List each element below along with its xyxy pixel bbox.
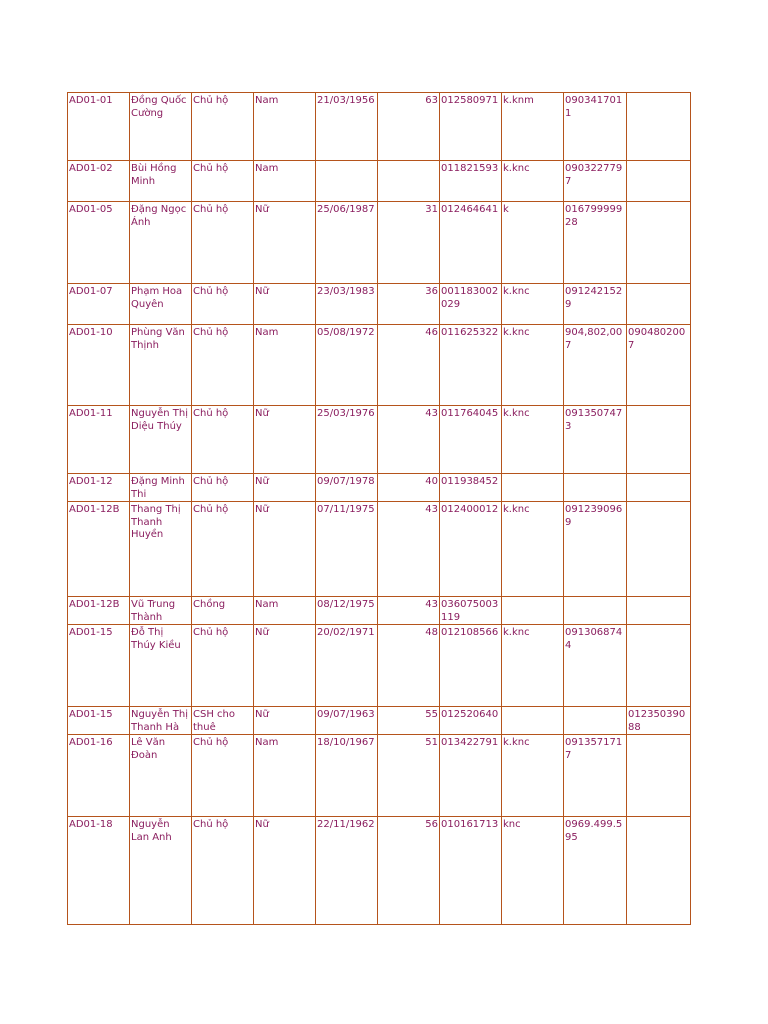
name-cell: Thang Thị Thanh Huyền bbox=[130, 502, 192, 597]
phone2-cell bbox=[627, 161, 691, 202]
row-id-cell: AD01-02 bbox=[68, 161, 130, 202]
row-id-cell: AD01-12B bbox=[68, 597, 130, 625]
phone-cell: 01679999928 bbox=[564, 202, 627, 284]
role-cell: Chủ hộ bbox=[192, 161, 254, 202]
gender-cell: Nữ bbox=[254, 284, 316, 325]
dob-cell: 09/07/1963 bbox=[316, 707, 378, 735]
phone2-cell bbox=[627, 202, 691, 284]
household-table bbox=[67, 92, 691, 925]
row-id-cell: AD01-05 bbox=[68, 202, 130, 284]
row-id-cell: AD01-12 bbox=[68, 474, 130, 502]
dob-cell: 23/03/1983 bbox=[316, 284, 378, 325]
phone-cell: 0912421529 bbox=[564, 284, 627, 325]
id-number-cell: 012464641 bbox=[440, 202, 502, 284]
gender-cell: Nữ bbox=[254, 406, 316, 474]
age-cell: 63 bbox=[378, 93, 440, 161]
id-number-cell: 036075003119 bbox=[440, 597, 502, 625]
id-number-cell: 013422791 bbox=[440, 735, 502, 817]
id-number-cell: 011938452 bbox=[440, 474, 502, 502]
phone2-cell bbox=[627, 625, 691, 707]
dob-cell: 25/06/1987 bbox=[316, 202, 378, 284]
table-row bbox=[68, 93, 691, 161]
gender-cell: Nam bbox=[254, 93, 316, 161]
name-cell: Đỗ Thị Thúy Kiều bbox=[130, 625, 192, 707]
row-id-cell: AD01-01 bbox=[68, 93, 130, 161]
row-id-cell: AD01-10 bbox=[68, 325, 130, 406]
age-cell bbox=[378, 161, 440, 202]
phone2-cell bbox=[627, 735, 691, 817]
name-cell: Nguyễn Thị Thanh Hà bbox=[130, 707, 192, 735]
name-cell: Đặng Ngọc Ánh bbox=[130, 202, 192, 284]
dob-cell: 18/10/1967 bbox=[316, 735, 378, 817]
gender-cell: Nam bbox=[254, 325, 316, 406]
role-cell: Chủ hộ bbox=[192, 817, 254, 925]
gender-cell: Nữ bbox=[254, 202, 316, 284]
row-id-cell: AD01-16 bbox=[68, 735, 130, 817]
role-cell: Chủ hộ bbox=[192, 735, 254, 817]
phone-cell: 0913068744 bbox=[564, 625, 627, 707]
code-cell bbox=[502, 707, 564, 735]
role-cell: Chủ hộ bbox=[192, 406, 254, 474]
phone-cell: 0903227797 bbox=[564, 161, 627, 202]
dob-cell: 08/12/1975 bbox=[316, 597, 378, 625]
id-number-cell: 011764045 bbox=[440, 406, 502, 474]
phone2-cell bbox=[627, 406, 691, 474]
dob-cell: 05/08/1972 bbox=[316, 325, 378, 406]
dob-cell: 07/11/1975 bbox=[316, 502, 378, 597]
row-id-cell: AD01-11 bbox=[68, 406, 130, 474]
age-cell: 36 bbox=[378, 284, 440, 325]
phone-cell: 0913507473 bbox=[564, 406, 627, 474]
gender-cell: Nam bbox=[254, 735, 316, 817]
phone2-cell bbox=[627, 93, 691, 161]
name-cell: Vũ Trung Thành bbox=[130, 597, 192, 625]
table-row bbox=[68, 625, 691, 707]
phone-cell bbox=[564, 707, 627, 735]
table-row bbox=[68, 502, 691, 597]
table-row bbox=[68, 161, 691, 202]
name-cell: Đặng Minh Thi bbox=[130, 474, 192, 502]
name-cell: Bùi Hồng Minh bbox=[130, 161, 192, 202]
code-cell bbox=[502, 474, 564, 502]
phone2-cell bbox=[627, 817, 691, 925]
gender-cell: Nam bbox=[254, 597, 316, 625]
age-cell: 46 bbox=[378, 325, 440, 406]
age-cell: 43 bbox=[378, 502, 440, 597]
age-cell: 43 bbox=[378, 597, 440, 625]
gender-cell: Nữ bbox=[254, 474, 316, 502]
code-cell: k.knc bbox=[502, 284, 564, 325]
name-cell: Nguyễn Thị Diệu Thúy bbox=[130, 406, 192, 474]
gender-cell: Nam bbox=[254, 161, 316, 202]
phone2-cell bbox=[627, 474, 691, 502]
phone2-cell bbox=[627, 502, 691, 597]
table-row bbox=[68, 597, 691, 625]
gender-cell: Nữ bbox=[254, 707, 316, 735]
id-number-cell: 011821593 bbox=[440, 161, 502, 202]
role-cell: Chủ hộ bbox=[192, 474, 254, 502]
code-cell: k.knc bbox=[502, 625, 564, 707]
name-cell: Đồng Quốc Cường bbox=[130, 93, 192, 161]
id-number-cell: 012108566 bbox=[440, 625, 502, 707]
row-id-cell: AD01-12B bbox=[68, 502, 130, 597]
code-cell: k.knc bbox=[502, 502, 564, 597]
id-number-cell: 001183002029 bbox=[440, 284, 502, 325]
table-row bbox=[68, 202, 691, 284]
dob-cell: 21/03/1956 bbox=[316, 93, 378, 161]
age-cell: 31 bbox=[378, 202, 440, 284]
table-row bbox=[68, 707, 691, 735]
age-cell: 56 bbox=[378, 817, 440, 925]
table-row bbox=[68, 325, 691, 406]
age-cell: 48 bbox=[378, 625, 440, 707]
role-cell: Chủ hộ bbox=[192, 625, 254, 707]
phone-cell: 904,802,007 bbox=[564, 325, 627, 406]
dob-cell bbox=[316, 161, 378, 202]
id-number-cell: 012580971 bbox=[440, 93, 502, 161]
name-cell: Phùng Văn Thịnh bbox=[130, 325, 192, 406]
role-cell: Chủ hộ bbox=[192, 93, 254, 161]
code-cell: k.knc bbox=[502, 161, 564, 202]
phone2-cell: 01235039088 bbox=[627, 707, 691, 735]
table-row bbox=[68, 474, 691, 502]
role-cell: Chủ hộ bbox=[192, 325, 254, 406]
dob-cell: 22/11/1962 bbox=[316, 817, 378, 925]
phone-cell: 0969.499.595 bbox=[564, 817, 627, 925]
dob-cell: 09/07/1978 bbox=[316, 474, 378, 502]
role-cell: Chồng bbox=[192, 597, 254, 625]
phone2-cell bbox=[627, 597, 691, 625]
table-row bbox=[68, 406, 691, 474]
name-cell: Phạm Hoa Quyên bbox=[130, 284, 192, 325]
id-number-cell: 010161713 bbox=[440, 817, 502, 925]
gender-cell: Nữ bbox=[254, 625, 316, 707]
id-number-cell: 012520640 bbox=[440, 707, 502, 735]
id-number-cell: 011625322 bbox=[440, 325, 502, 406]
table-row bbox=[68, 284, 691, 325]
dob-cell: 25/03/1976 bbox=[316, 406, 378, 474]
role-cell: Chủ hộ bbox=[192, 202, 254, 284]
code-cell: k.knc bbox=[502, 735, 564, 817]
phone-cell bbox=[564, 474, 627, 502]
phone-cell bbox=[564, 597, 627, 625]
name-cell: Lê Văn Đoàn bbox=[130, 735, 192, 817]
table-row bbox=[68, 817, 691, 925]
age-cell: 40 bbox=[378, 474, 440, 502]
code-cell: k.knm bbox=[502, 93, 564, 161]
role-cell: Chủ hộ bbox=[192, 502, 254, 597]
phone-cell: 0912390969 bbox=[564, 502, 627, 597]
phone2-cell bbox=[627, 284, 691, 325]
gender-cell: Nữ bbox=[254, 817, 316, 925]
code-cell: knc bbox=[502, 817, 564, 925]
row-id-cell: AD01-07 bbox=[68, 284, 130, 325]
phone2-cell: 0904802007 bbox=[627, 325, 691, 406]
code-cell: k.knc bbox=[502, 325, 564, 406]
gender-cell: Nữ bbox=[254, 502, 316, 597]
name-cell: Nguyễn Lan Anh bbox=[130, 817, 192, 925]
table-row bbox=[68, 735, 691, 817]
dob-cell: 20/02/1971 bbox=[316, 625, 378, 707]
row-id-cell: AD01-18 bbox=[68, 817, 130, 925]
age-cell: 51 bbox=[378, 735, 440, 817]
role-cell: CSH cho thuê bbox=[192, 707, 254, 735]
row-id-cell: AD01-15 bbox=[68, 625, 130, 707]
role-cell: Chủ hộ bbox=[192, 284, 254, 325]
code-cell bbox=[502, 597, 564, 625]
age-cell: 55 bbox=[378, 707, 440, 735]
phone-cell: 0903417011 bbox=[564, 93, 627, 161]
age-cell: 43 bbox=[378, 406, 440, 474]
code-cell: k bbox=[502, 202, 564, 284]
phone-cell: 0913571717 bbox=[564, 735, 627, 817]
code-cell: k.knc bbox=[502, 406, 564, 474]
id-number-cell: 012400012 bbox=[440, 502, 502, 597]
row-id-cell: AD01-15 bbox=[68, 707, 130, 735]
